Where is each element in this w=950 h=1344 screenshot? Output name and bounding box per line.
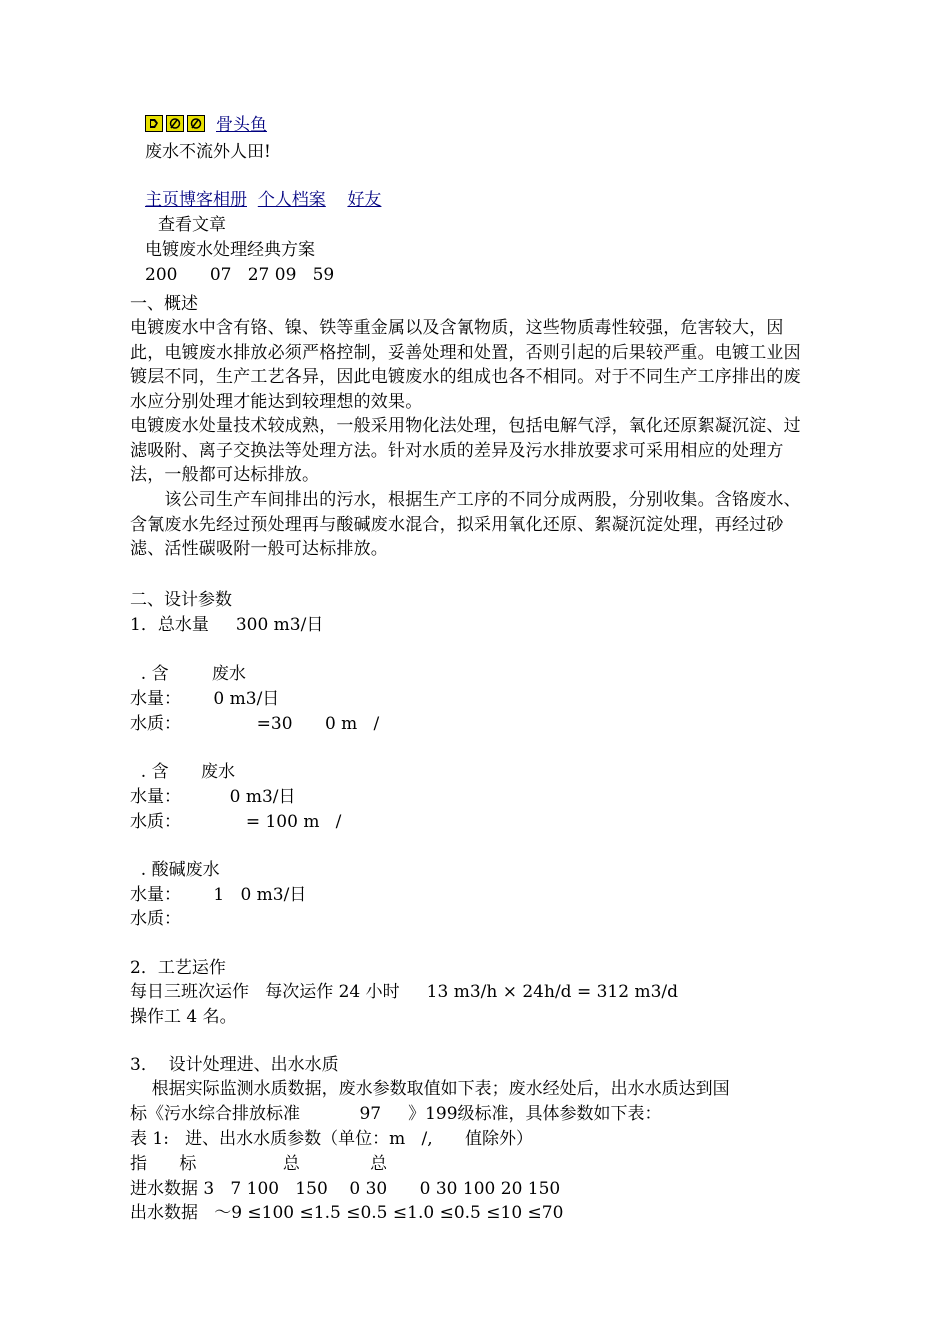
bookmark-icon[interactable] — [145, 115, 163, 132]
group-a-quality: 水质： =30 0 m / — [130, 714, 380, 734]
table-header-row: 指 标 总 总 — [130, 1154, 388, 1174]
group-a-volume: 水量： 0 m3/日 — [130, 689, 280, 709]
group-b-title: . 含 废水 — [130, 762, 236, 782]
nav-item-profile[interactable]: 个人档案 — [257, 190, 326, 210]
blog-nav — [145, 189, 381, 211]
paragraph-overview-2: 电镀废水处量技术较成熟，一般采用物化法处理，包括电解气浮，氧化还原絮凝沉淀、过滤吸附、离子交换法等处理方法。针对水质的差异及污水排放要求可采用相应的处理方法，一般都可达标排放。 — [130, 416, 801, 485]
group-b-volume: 水量： 0 m3/日 — [130, 787, 296, 807]
nav-item-home-blog-album[interactable]: 主页博客相册 — [145, 190, 247, 210]
blog-icons — [145, 115, 205, 132]
process-heading: 2．工艺运作 — [130, 958, 226, 978]
group-b-quality: 水质： = 100 m / — [130, 812, 342, 832]
paragraph-overview-3: 该公司生产车间排出的污水，根据生产工序的不同分成两股，分别收集。含铬废水、含氰废水先经过预处理再与酸碱废水混合，拟采用氧化还原、絮凝沉淀处理，再经过砂滤、活性碳吸附一般可达标排放。 — [130, 490, 801, 559]
table-caption: 表 1: 进、出水水质参数（单位：m /, 值除外） — [130, 1129, 534, 1149]
nav-item-friends[interactable]: 好友 — [347, 190, 382, 210]
article-date: 200 07 27 09 59 — [145, 265, 335, 285]
process-line-2: 操作工 4 名。 — [130, 1007, 237, 1027]
table-row-outflow: 出水数据 ～9 ≤100 ≤1.5 ≤0.5 ≤1.0 ≤0.5 ≤10 ≤70 — [130, 1203, 564, 1223]
total-water-volume: 1．总水量 300 m3/日 — [130, 615, 324, 635]
process-line-1: 每日三班次运作 每次运作 24 小时 13 m3/h × 24h/d = 312 m3/d — [130, 982, 679, 1002]
group-c-volume: 水量： 1 0 m3/日 — [130, 885, 307, 905]
group-c-quality: 水质： — [130, 909, 181, 929]
edit-icon[interactable] — [187, 115, 205, 132]
blog-name-link[interactable]: 骨头鱼 — [216, 115, 267, 135]
view-article-label: 查看文章 — [158, 215, 226, 235]
table-row-inflow: 进水数据 3 7 100 150 0 30 0 30 100 20 150 — [130, 1179, 561, 1199]
quality-paragraph-line-1: 根据实际监测水质数据，废水参数取值如下表；废水经处后，出水水质达到国 — [130, 1079, 730, 1099]
section-heading-quality: 3． 设计处理进、出水水质 — [130, 1055, 339, 1075]
section-heading-overview: 一、概述 — [130, 294, 198, 314]
quality-paragraph-line-2: 标《污水综合排放标准 97 》199级标准，具体参数如下表： — [130, 1104, 662, 1124]
blog-slogan: 废水不流外人田! — [145, 142, 271, 162]
group-a-title: . 含 废水 — [130, 664, 246, 684]
group-c-title: . 酸碱废水 — [130, 860, 220, 880]
paragraph-overview-1: 电镀废水中含有铬、镍、铁等重金属以及含氰物质，这些物质毒性较强，危害较大，因此，电镀废水排放必须严格控制，妥善处理和处置，否则引起的后果较严重。电镀工业因镀层不同，生产工艺各异，因此电镀废水的组成也各不相同。对于不同生产工序排出的废水应分别处理才能达到较理想的效果。 — [130, 318, 801, 412]
article-title: 电镀废水处理经典方案 — [145, 240, 315, 260]
edit-icon[interactable] — [166, 115, 184, 132]
section-heading-design: 二、设计参数 — [130, 590, 232, 610]
